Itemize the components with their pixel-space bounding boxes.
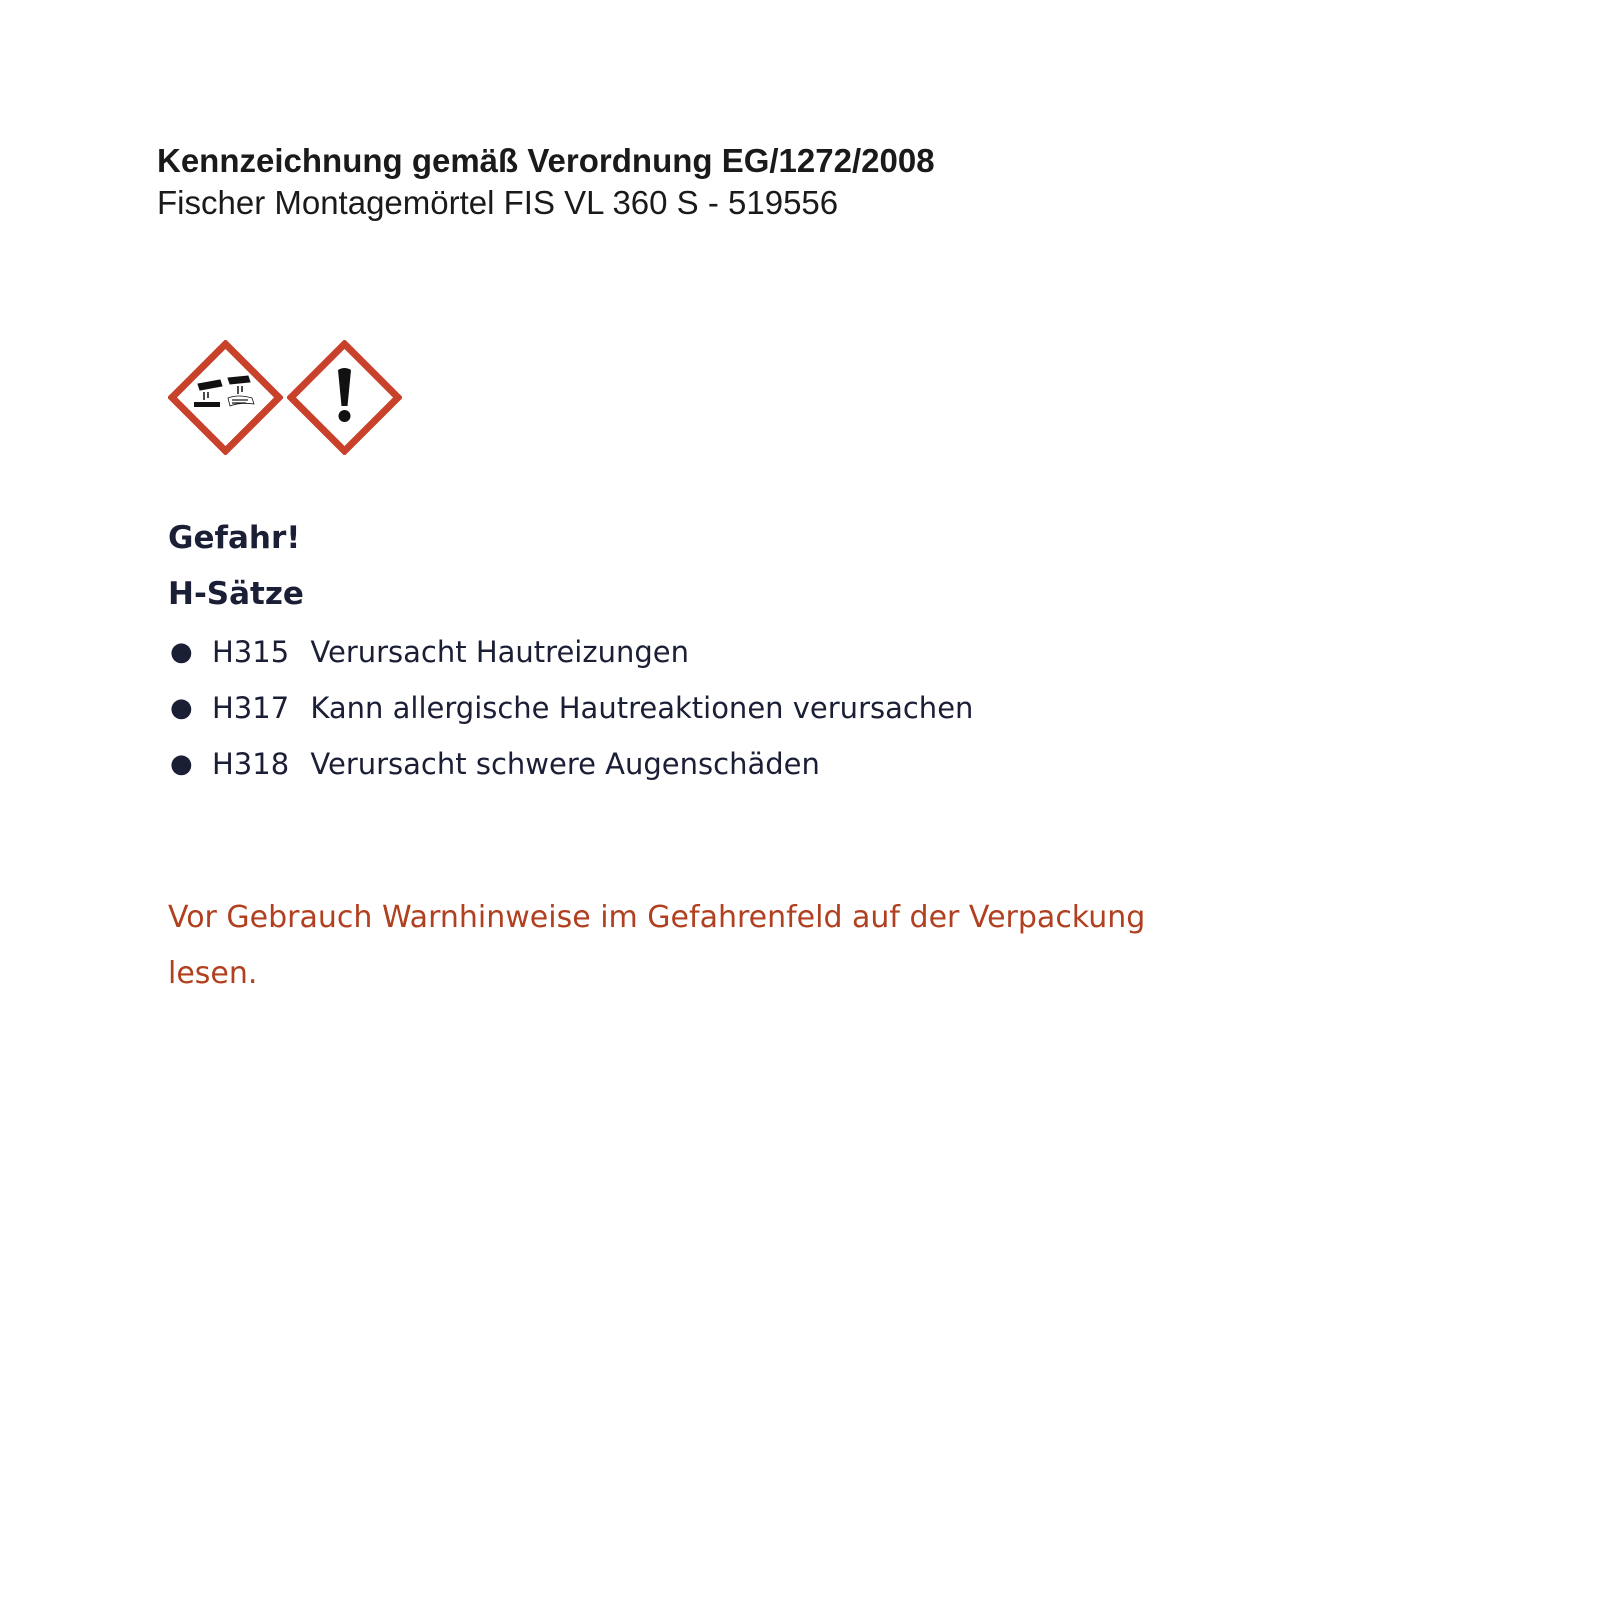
bullet-icon: ●: [170, 749, 193, 779]
list-item: [168, 688, 973, 744]
h-statements-heading: H-Sätze: [168, 576, 304, 612]
ghs-pictograms: [168, 340, 402, 455]
product-name: Fischer Montagemörtel FIS VL 360 S - 519556: [157, 184, 839, 221]
bullet-icon: ●: [170, 637, 193, 667]
h-text: Kann allergische Hautreaktionen verursachen: [310, 691, 974, 725]
h-text: Verursacht Hautreizungen: [310, 635, 689, 669]
bullet-icon: ●: [170, 693, 193, 723]
ghs05-corrosive-icon: [168, 340, 283, 455]
h-code: H317: [212, 691, 290, 725]
h-statements-list: [168, 632, 973, 800]
list-item: [168, 744, 973, 800]
document-header: [157, 140, 935, 224]
list-item: [168, 632, 973, 688]
ghs07-exclamation-icon: [287, 340, 402, 455]
warning-note: Vor Gebrauch Warnhinweise im Gefahrenfeld auf der Verpackung lesen.: [168, 900, 1146, 991]
h-code: H315: [212, 635, 290, 669]
signal-word: Gefahr!: [168, 520, 301, 556]
h-text: Verursacht schwere Augenschäden: [310, 747, 820, 781]
h-code: H318: [212, 747, 290, 781]
document-title: Kennzeichnung gemäß Verordnung EG/1272/2008: [157, 142, 935, 179]
